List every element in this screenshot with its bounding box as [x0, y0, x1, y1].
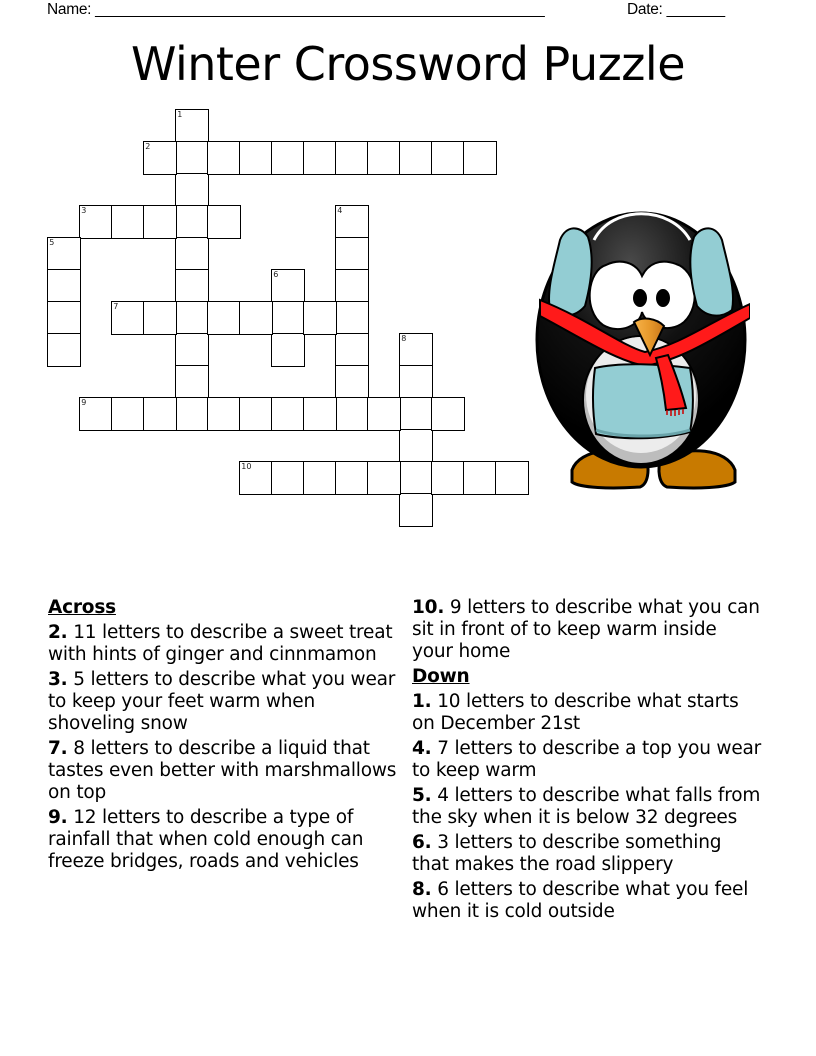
across-heading: Across [48, 597, 116, 618]
crossword-cell[interactable] [271, 269, 305, 303]
clue-number: 8 [401, 334, 407, 344]
crossword-cell[interactable] [431, 461, 465, 495]
clue-number: 6 [273, 270, 279, 280]
clue-across-9: 9. 12 letters to describe a type of rainfall that when cold enough can freeze bridges, roads and vehicles [48, 807, 364, 872]
clue-across-2: 2. 11 letters to describe a sweet treat with hints of ginger and cinnmamon [48, 622, 393, 665]
crossword-cell[interactable] [271, 461, 305, 495]
clue-down-6: 6. 3 letters to describe something that makes the road slippery [412, 832, 722, 875]
crossword-cell[interactable] [239, 461, 273, 495]
crossword-cell[interactable] [47, 237, 81, 271]
crossword-cell[interactable] [239, 397, 273, 431]
clue-down-5: 5. 4 letters to describe what falls from the sky when it is below 32 degrees [412, 785, 761, 828]
crossword-cell[interactable] [399, 333, 433, 367]
crossword-cell[interactable] [47, 269, 81, 303]
crossword-cell[interactable] [47, 301, 81, 335]
crossword-cell[interactable] [335, 237, 369, 271]
clue-number: 3 [81, 206, 87, 216]
crossword-cell[interactable] [271, 397, 305, 431]
clue-number: 7 [113, 302, 119, 312]
clue-number: 4 [337, 206, 343, 216]
crossword-cell[interactable] [335, 205, 369, 239]
down-heading: Down [412, 666, 470, 687]
crossword-cell[interactable] [399, 429, 433, 463]
crossword-cell[interactable] [111, 397, 145, 431]
crossword-cell[interactable] [175, 109, 209, 143]
crossword-cell[interactable] [79, 397, 113, 431]
crossword-cell[interactable] [143, 205, 177, 239]
clue-number: 1 [177, 110, 183, 120]
crossword-cell[interactable] [399, 461, 433, 495]
crossword-cell[interactable] [399, 365, 433, 399]
crossword-cell[interactable] [399, 493, 433, 527]
crossword-cell[interactable] [143, 301, 177, 335]
crossword-cell[interactable] [175, 333, 209, 367]
crossword-cell[interactable] [143, 141, 177, 175]
crossword-cell[interactable] [143, 397, 177, 431]
crossword-cell[interactable] [175, 301, 209, 335]
crossword-cell[interactable] [111, 301, 145, 335]
crossword-cell[interactable] [239, 301, 273, 335]
crossword-cell[interactable] [335, 301, 369, 335]
crossword-cell[interactable] [47, 333, 81, 367]
clue-number: 10 [241, 462, 252, 472]
crossword-cell[interactable] [207, 141, 241, 175]
crossword-cell[interactable] [303, 301, 337, 335]
crossword-cell[interactable] [175, 365, 209, 399]
clue-across-10: 10. 9 letters to describe what you can sit in front of to keep warm inside your home [412, 597, 760, 662]
crossword-cell[interactable] [175, 141, 209, 175]
name-label: Name: [47, 1, 92, 18]
crossword-cell[interactable] [303, 141, 337, 175]
crossword-cell[interactable] [431, 397, 465, 431]
crossword-cell[interactable] [303, 397, 337, 431]
crossword-cell[interactable] [335, 141, 369, 175]
clue-down-1: 1. 10 letters to describe what starts on December 21st [412, 691, 739, 734]
clue-across-7: 7. 8 letters to describe a liquid that tastes even better with marshmallows on top [48, 738, 397, 803]
crossword-cell[interactable] [175, 397, 209, 431]
crossword-cell[interactable] [367, 397, 401, 431]
date-label: Date: [627, 1, 663, 18]
crossword-cell[interactable] [495, 461, 529, 495]
crossword-cell[interactable] [239, 141, 273, 175]
crossword-cell[interactable] [207, 205, 241, 239]
crossword-cell[interactable] [207, 301, 241, 335]
crossword-cell[interactable] [431, 141, 465, 175]
crossword-cell[interactable] [335, 269, 369, 303]
clue-number: 9 [81, 398, 87, 408]
date-blank[interactable]: _______ [666, 1, 725, 18]
crossword-cell[interactable] [271, 301, 305, 335]
penguin-illustration [530, 195, 750, 495]
crossword-cell[interactable] [335, 365, 369, 399]
crossword-cell[interactable] [335, 461, 369, 495]
clue-number: 5 [49, 238, 55, 248]
clue-number: 2 [145, 142, 151, 152]
crossword-cell[interactable] [79, 205, 113, 239]
clue-across-3: 3. 5 letters to describe what you wear to keep your feet warm when shoveling snow [48, 669, 396, 734]
crossword-cell[interactable] [175, 237, 209, 271]
crossword-cell[interactable] [367, 141, 401, 175]
crossword-cell[interactable] [303, 461, 337, 495]
across-clues [48, 597, 398, 876]
crossword-cell[interactable] [463, 141, 497, 175]
crossword-cell[interactable] [111, 205, 145, 239]
page-title: Winter Crossword Puzzle [130, 37, 686, 91]
crossword-cell[interactable] [207, 397, 241, 431]
crossword-cell[interactable] [175, 173, 209, 207]
crossword-cell[interactable] [335, 333, 369, 367]
crossword-cell[interactable] [271, 333, 305, 367]
crossword-cell[interactable] [463, 461, 497, 495]
crossword-cell[interactable] [335, 397, 369, 431]
name-blank[interactable]: ______________________________________________________ [95, 1, 545, 18]
clue-down-4: 4. 7 letters to describe a top you wear to keep warm [412, 738, 762, 781]
crossword-cell[interactable] [367, 461, 401, 495]
clue-down-8: 8. 6 letters to describe what you feel when it is cold outside [412, 879, 749, 922]
right-clues-column [412, 597, 762, 926]
crossword-cell[interactable] [271, 141, 305, 175]
crossword-cell[interactable] [175, 269, 209, 303]
crossword-cell[interactable] [175, 205, 209, 239]
crossword-cell[interactable] [399, 141, 433, 175]
crossword-cell[interactable] [399, 397, 433, 431]
